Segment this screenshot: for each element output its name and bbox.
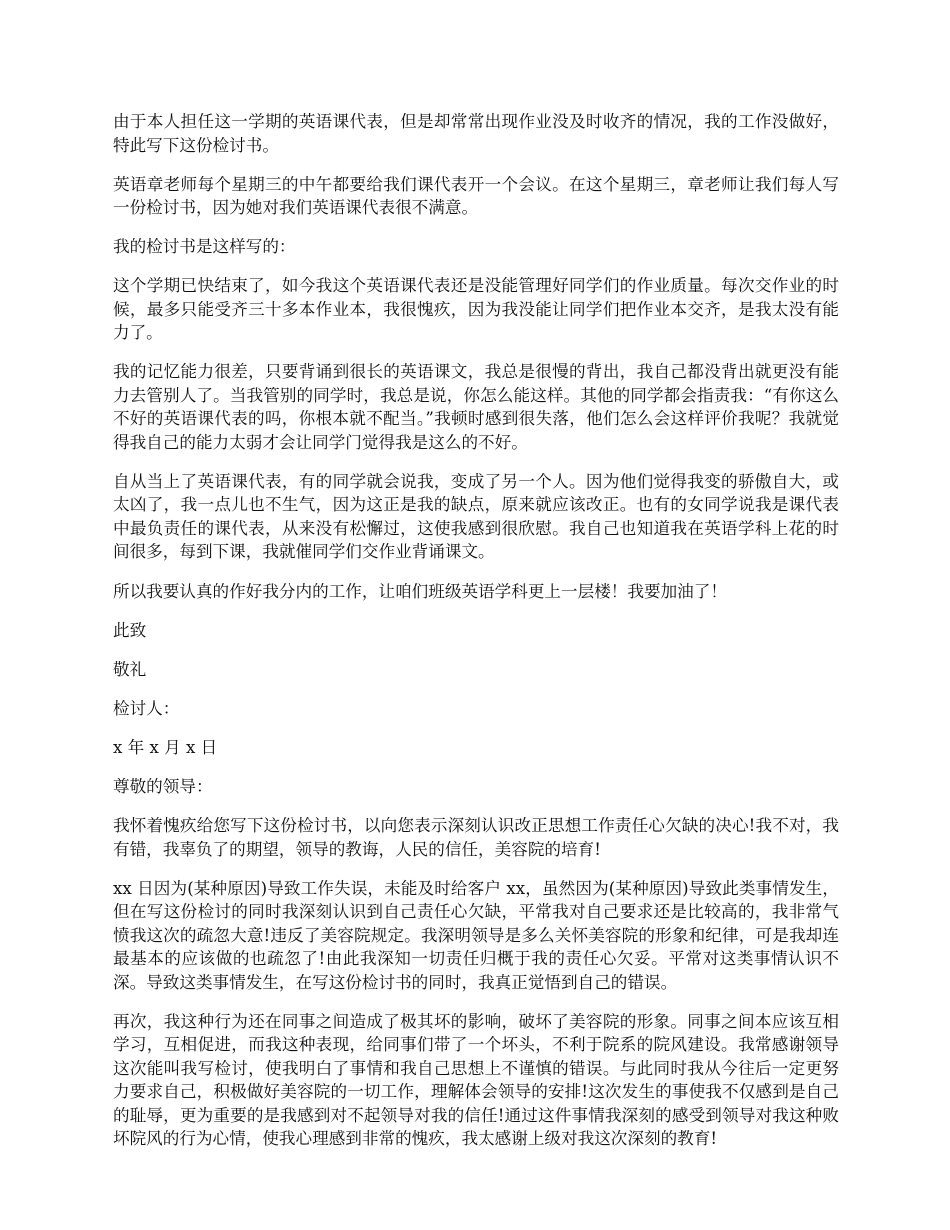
paragraph-incident: xx 日因为(某种原因)导致工作失误，未能及时给客户 xx，虽然因为(某种原因)导致此类事情发生，但在写这份检讨的同时我深刻认识到自己责任心欠缺，平常我对自己要求还是比较高的，我非常气愤我这次的疏忽大意!违反了美容院规定。我深明领导是多么关怀美容院的形象和纪律，可是我却连最基本的应该做的也疏忽了!由此我深知一切责任归概于我的责任心欠妥。平常对这类事情认识不深。导致这类事情发生，在写这份检讨书的同时，我真正觉悟到自己的错误。	[113, 878, 839, 992]
paragraph-lead-in: 我的检讨书是这样写的：	[113, 237, 296, 257]
paragraph-resolution: 所以我要认真的作好我分内的工作，让咱们班级英语学科更上一层楼！我要加油了！	[113, 581, 727, 601]
document-page	[113, 110, 839, 1166]
greeting: 尊敬的领导：	[113, 777, 213, 797]
paragraph-apology: 我怀着愧疚给您写下这份检讨书，以向您表示深刻认识改正思想工作责任心欠缺的决心!我不对，我有错，我辜负了的期望，领导的教诲，人民的信任，美容院的培育!	[113, 816, 839, 859]
signature-label: 检讨人：	[113, 698, 180, 718]
closing-regards: 敬礼	[113, 659, 147, 679]
paragraph-representative: 自从当上了英语课代表，有的同学就会说我，变成了另一个人。因为他们觉得我变的骄傲自大，或太凶了，我一点儿也不生气，因为这正是我的缺点，原来就应该改正。也有的女同学说我是课代表中最负责任的课代表，从来没有松懈过，这使我感到很欣慰。我自己也知道我在英语学科上花的时间很多，每到下课，我就催同学们交作业背诵课文。	[113, 471, 839, 562]
paragraph-meeting: 英语章老师每个星期三的中午都要给我们课代表开一个会议。在这个星期三，章老师让我们每人写一份检讨书，因为她对我们英语课代表很不满意。	[113, 174, 839, 218]
date-line: x 年 x 月 x 日	[113, 737, 218, 757]
paragraph-intro: 由于本人担任这一学期的英语课代表，但是却常常出现作业没及时收齐的情况，我的工作没做好，特此写下这份检讨书。	[113, 112, 839, 155]
paragraph-homework: 这个学期已快结束了，如今我这个英语课代表还是没能管理好同学们的作业质量。每次交作业的时候，最多只能受齐三十多本作业本，我很愧疚，因为我没能让同学们把作业本交齐，是我太没有能力了。	[113, 276, 839, 343]
paragraph-reflection: 再次，我这种行为还在同事之间造成了极其坏的影响，破坏了美容院的形象。同事之间本应该互相学习，互相促进，而我这种表现，给同事们带了一个坏头，不利于院系的院风建设。我常感谢领导这次能叫我写检讨，使我明白了事情和我自己思想上不谨慎的错误。与此同时我从今往后一定更努力要求自己，积极做好美容院的一切工作，理解体会领导的安排!这次发生的事使我不仅感到是自己的耻辱，更为重要的是我感到对不起领导对我的信任!通过这件事情我深刻的感受到领导对我这种败坏院风的行为心情，使我心理感到非常的愧疚，我太感谢上级对我这次深刻的教育!	[113, 1011, 839, 1149]
paragraph-memory: 我的记忆能力很差，只要背诵到很长的英语课文，我总是很慢的背出，我自己都没背出就更没有能力去管别人了。当我管别的同学时，我总是说，你怎么能这样。其他的同学都会指责我：“有你这么不好的英语课代表的吗，你根本就不配当。”我顿时感到很失落，他们怎么会这样评价我呢？我就觉得我自己的能力太弱才会让同学门觉得我是这么的不好。	[113, 362, 839, 452]
closing-salutation: 此致	[113, 620, 147, 640]
